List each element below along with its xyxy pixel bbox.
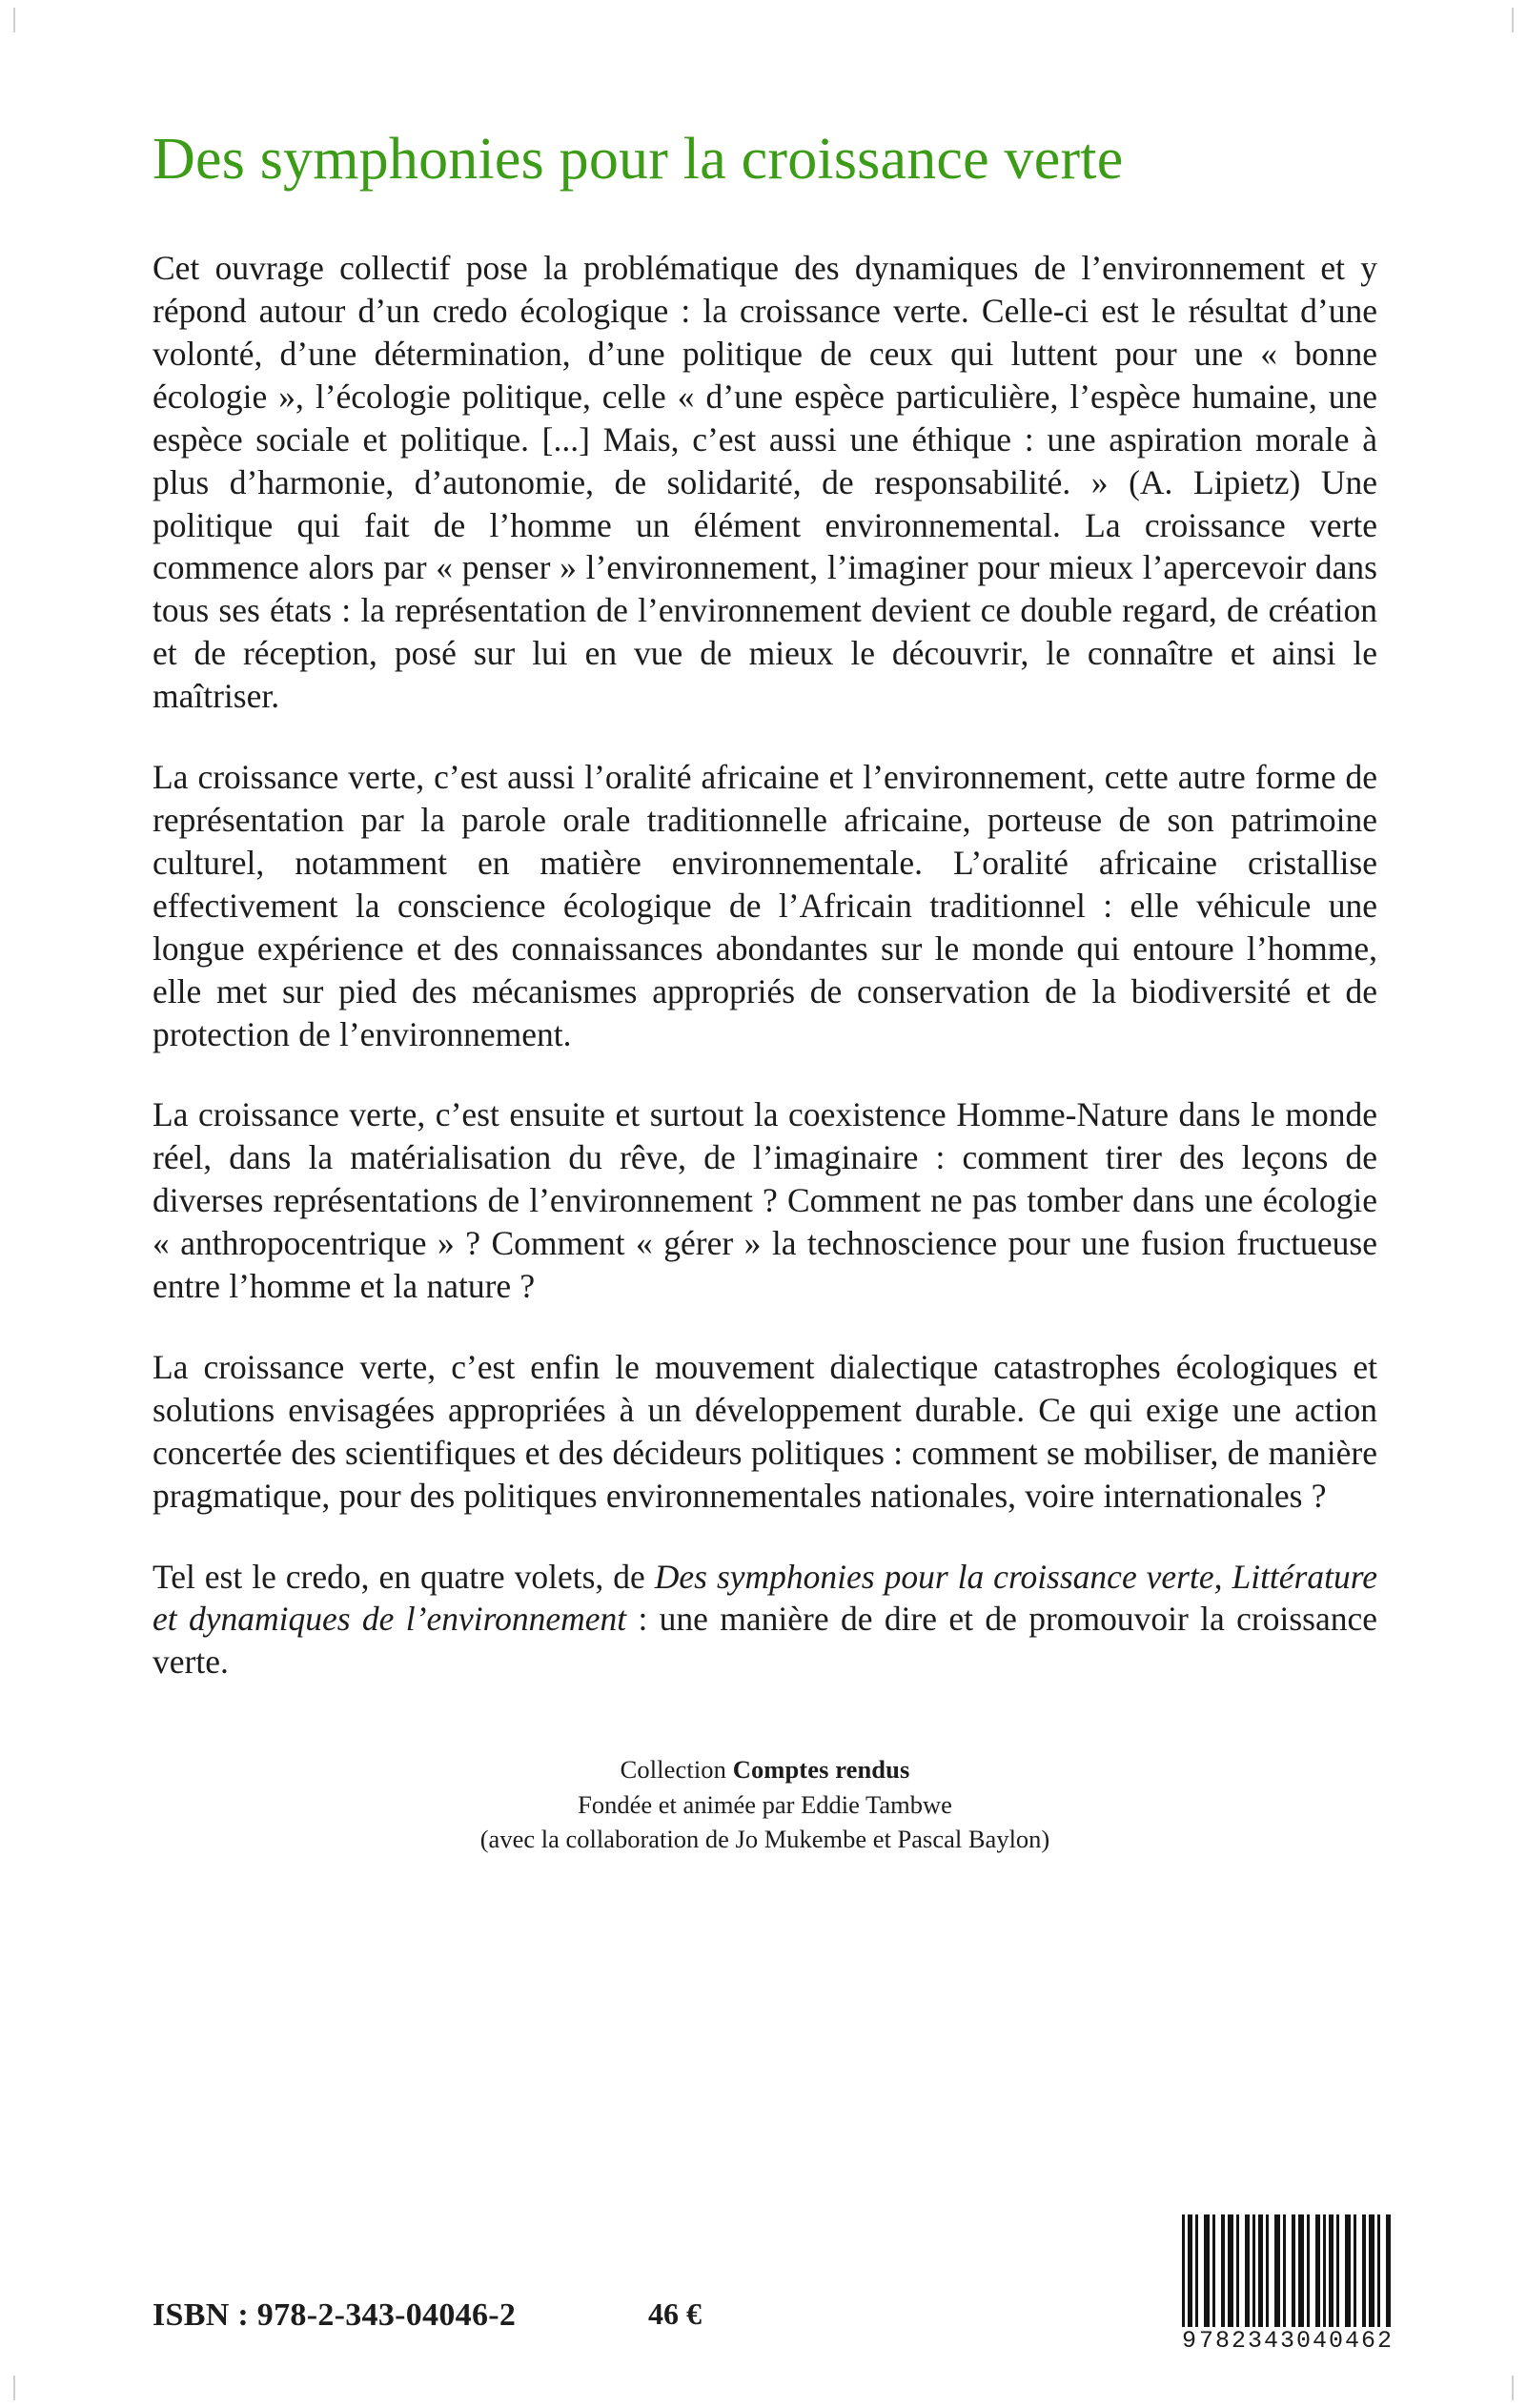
cover-content	[153, 0, 1377, 1857]
blurb-text	[153, 247, 1377, 1684]
barcode-digit-left: 9	[1182, 2327, 1197, 2355]
blurb-paragraph-2: La croissance verte, c’est aussi l’oralité africaine et l’environnement, cette autre forme de représentation par la parole orale traditionnelle africaine, porteuse de son patrimoine culturel, notamment en matière environnementale. L’oralité africaine cristallise effectivement la conscience écologique de l’Africain traditionnel : elle véhicule une longue expérience et des connaissances abondantes sur le monde qui entoure l’homme, elle met sur pied des mécanismes appropriés de conservation de la biodiversité et de protection de l’environnement.	[153, 758, 1377, 1053]
credo-intro: Tel est le credo, en quatre volets, de	[153, 1557, 655, 1596]
blurb-paragraph-5	[153, 1556, 1377, 1684]
collection-collaborators: (avec la collaboration de Jo Mukembe et Pascal Baylon)	[479, 1825, 1050, 1854]
trim-mark-top-left	[13, 8, 15, 32]
barcode-digits-right: 040462	[1295, 2327, 1394, 2355]
book-title: Des symphonies pour la croissance verte	[153, 127, 1124, 192]
collection-founder: Fondée et animée par Eddie Tambwe	[578, 1789, 952, 1819]
credo-outro: : une manière de dire et de promouvoir la croissance verte.	[153, 1600, 1377, 1682]
ean13-barcode	[1182, 2214, 1394, 2353]
cover-footer	[153, 2160, 1394, 2408]
blurb-paragraph-3: La croissance verte, c’est ensuite et surtout la coexistence Homme-Nature dans le monde réel, dans la matérialisation du rêve, de l’imaginaire : comment tirer des leçons de diverses représentations de l’environnement ? Comment ne pas tomber dans une écologie « anthropocentrique » ? Comment « gérer » la technoscience pour une fusion fructueuse entre l’homme et la nature ?	[153, 1095, 1377, 1306]
price-text: 46 €	[648, 2296, 702, 2331]
collection-label: Collection	[620, 1755, 733, 1785]
barcode-bars	[1182, 2214, 1394, 2327]
collection-credits	[153, 1752, 1377, 1857]
blurb-paragraph-1: Cet ouvrage collectif pose la problématique des dynamiques de l’environnement et y répond autour d’un credo écologique : la croissance verte. Celle-ci est le résultat d’une volonté, d’une détermination, d’une politique de ceux qui luttent pour une « bonne écologie », l’écologie politique, celle « d’une espèce particulière, l’espèce humaine, une espèce sociale et politique. [...] Mais, c’est aussi une éthique : une aspiration morale à plus d’harmonie, d’autonomie, de solidarité, de responsabilité. » (A. Lipietz) Une politique qui fait de l’homme un élément environnemental. La croissance verte commence alors par « penser » l’environnement, l’imaginer pour mieux l’apercevoir dans tous ses états : la représentation de l’environnement devient ce double regard, de création et de réception, posé sur lui en vue de mieux le découvrir, le connaître et ainsi le maîtriser.	[153, 249, 1377, 716]
barcode-digits-middle: 782343	[1198, 2327, 1296, 2355]
trim-mark-top-right	[1512, 8, 1514, 32]
collection-line	[153, 1752, 1377, 1787]
trim-mark-bottom-right	[1512, 2376, 1514, 2400]
isbn-text: ISBN : 978-2-343-04046-2	[153, 2297, 517, 2333]
trim-mark-bottom-left	[13, 2376, 15, 2400]
barcode-digits	[1182, 2329, 1394, 2353]
blurb-paragraph-4: La croissance verte, c’est enfin le mouvement dialectique catastrophes écologiques et solutions envisagées appropriées à un développement durable. Ce qui exige une action concertée des scientifiques et des décideurs politiques : comment se mobiliser, de manière pragmatique, pour des politiques environnementales nationales, voire internationales ?	[153, 1347, 1377, 1515]
collection-name: Comptes rendus	[732, 1755, 910, 1785]
referenced-book-title: Des symphonies pour la croissance verte, Littérature et dynamiques de l’environnement	[153, 1557, 1377, 1639]
